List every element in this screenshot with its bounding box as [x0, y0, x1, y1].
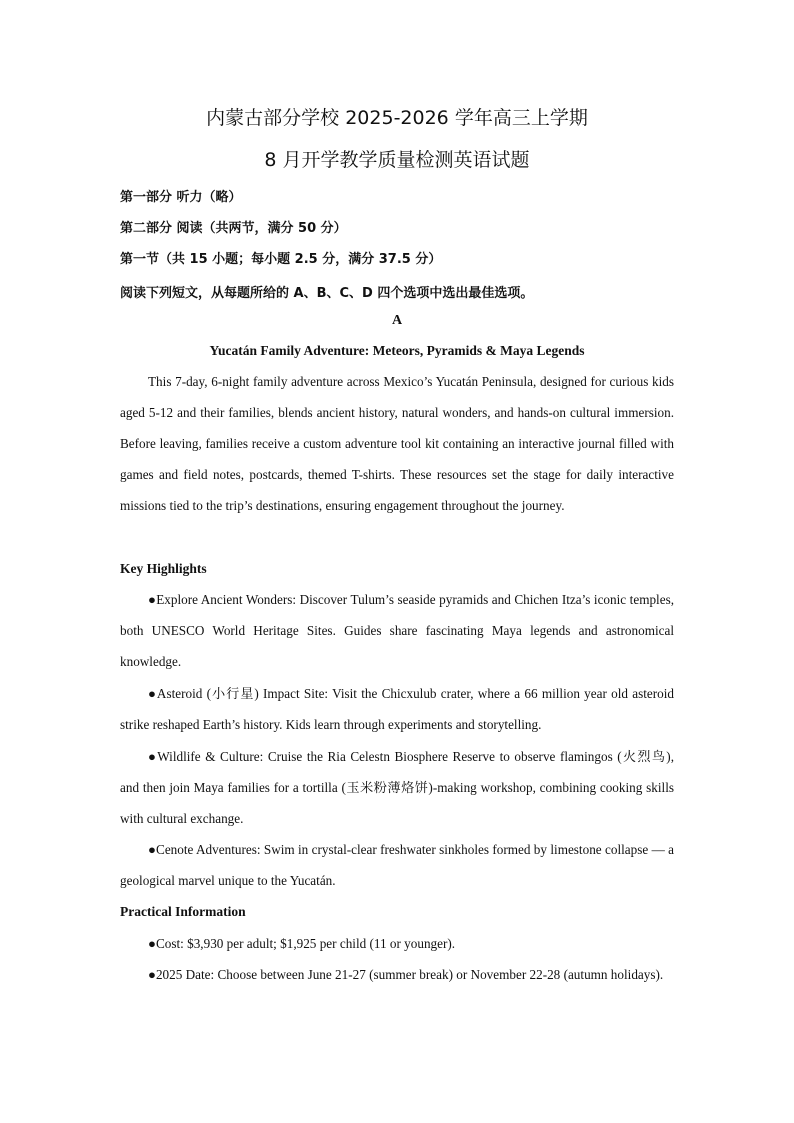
- part2-reading: 第二部分 阅读（共两节，满分 50 分）: [120, 221, 347, 236]
- exam-title-line2: 8 月开学教学质量检测英语试题: [264, 149, 530, 171]
- highlight-cenote-adventures: ●Cenote Adventures: Swim in crystal-clear freshwater sinkholes formed by limestone collapse — a geological marvel unique to the Yucatán.: [120, 842, 674, 888]
- highlight-asteroid-site: ●Asteroid (小行星) Impact Site: Visit the Chicxulub crater, where a 66 million year old asteroid strike reshaped Earth’s history. Kids learn through experiments and storytelling.: [120, 686, 674, 732]
- practical-dates: ●2025 Date: Choose between June 21-27 (summer break) or November 22-28 (autumn holidays).: [148, 967, 664, 982]
- exam-title-line1: 内蒙古部分学校 2025-2026 学年高三上学期: [206, 107, 588, 129]
- key-highlights-heading: Key Highlights: [120, 561, 207, 576]
- practical-cost: ●Cost: $3,930 per adult; $1,925 per child (11 or younger).: [148, 936, 456, 951]
- passage-intro-paragraph: This 7-day, 6-night family adventure across Mexico’s Yucatán Peninsula, designed for curious kids aged 5-12 and their families, blends ancient history, natural wonders, and hands-on cultural immersion. Before leaving, families receive a custom adventure tool kit containing an interactive journal filled with games and field notes, postcards, themed T-shirts. These resources set the stage for daily interactive missions tied to the trip’s destinations, ensuring engagement throughout the journey.: [120, 374, 674, 513]
- section1-heading: 第一节（共 15 小题；每小题 2.5 分，满分 37.5 分）: [120, 252, 442, 267]
- practical-info-heading: Practical Information: [120, 904, 246, 919]
- highlight-ancient-wonders: ●Explore Ancient Wonders: Discover Tulum’s seaside pyramids and Chichen Itza’s iconic temples, both UNESCO World Heritage Sites. Guides share fascinating Maya legends and astronomical knowledge.: [120, 592, 674, 669]
- part1-listening: 第一部分 听力（略）: [120, 190, 242, 205]
- reading-directions: 阅读下列短文，从每题所给的 A、B、C、D 四个选项中选出最佳选项。: [120, 286, 534, 301]
- passage-title: Yucatán Family Adventure: Meteors, Pyramids & Maya Legends: [209, 343, 585, 358]
- highlight-wildlife-culture: ●Wildlife & Culture: Cruise the Ria Celestn Biosphere Reserve to observe flamingos (火烈鸟), and then join Maya families for a tortilla (玉米粉薄烙饼)-making workshop, combining cooking skills with cultural exchange.: [120, 749, 674, 826]
- passage-letter: A: [391, 313, 403, 328]
